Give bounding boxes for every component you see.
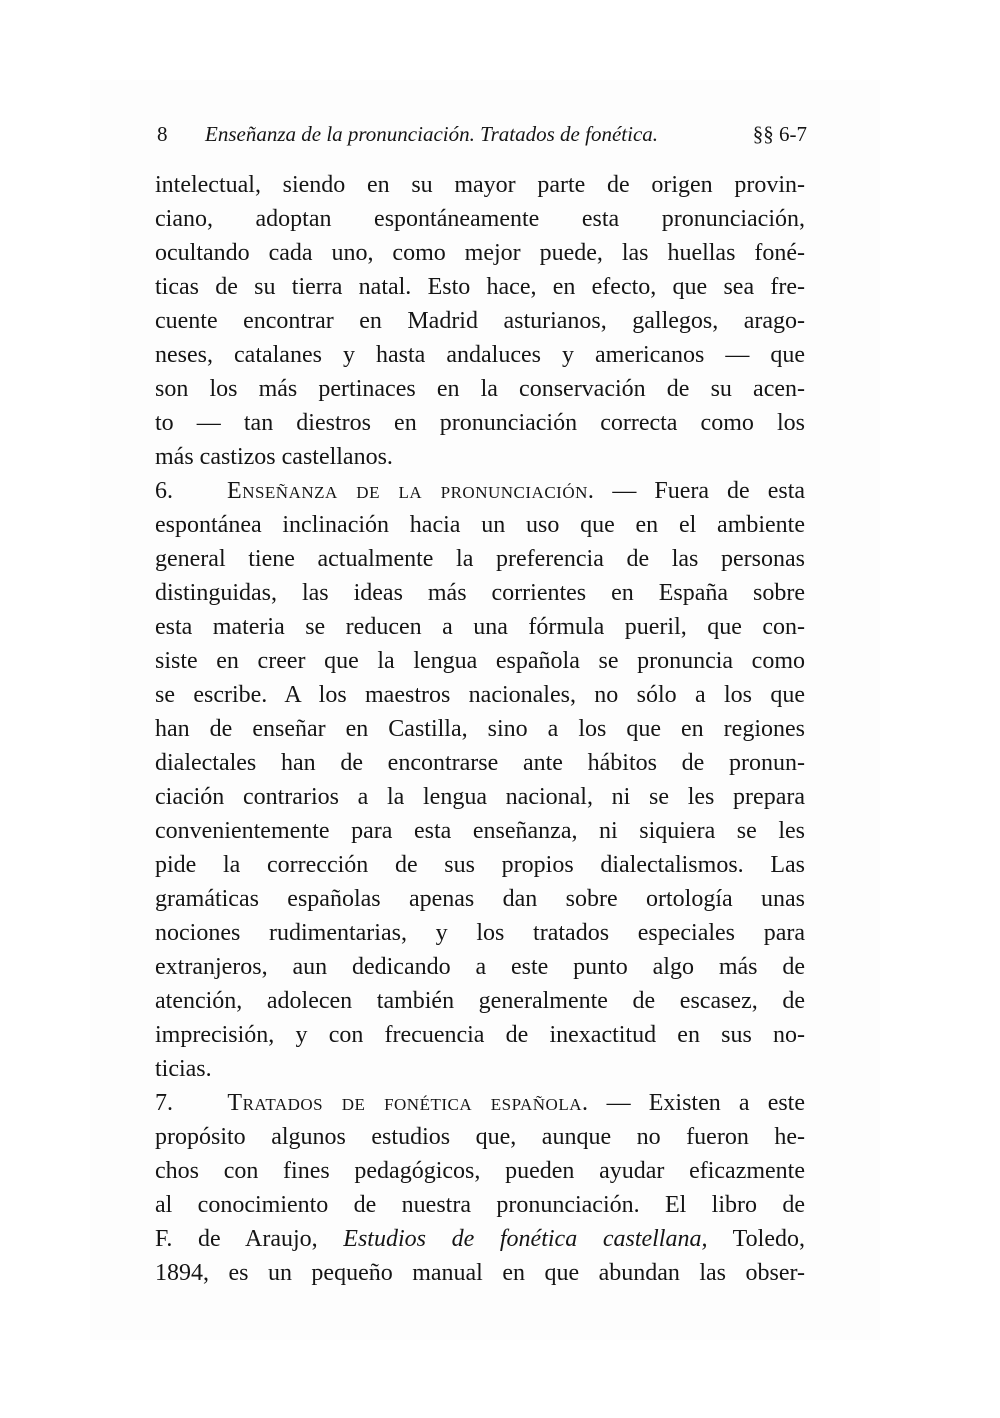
running-title: Enseñanza de la pronunciación. Tratados de fonética. xyxy=(205,121,659,146)
section-heading-line xyxy=(155,474,805,508)
section-7 xyxy=(155,1086,805,1290)
text-line: chos con fines pedagógicos, pueden ayudar eficazmente xyxy=(155,1158,805,1184)
text-run: — Existen a este xyxy=(606,1090,805,1116)
text-line: espontánea inclinación hacia un uso que en el ambiente xyxy=(155,512,805,538)
text-line: gramáticas españolas apenas dan sobre ortología unas xyxy=(155,886,805,912)
text-line: intelectual, siendo en su mayor parte de origen provin- xyxy=(155,172,805,198)
text-line: atención, adolecen también generalmente de escasez, de xyxy=(155,988,805,1014)
section-heading-line xyxy=(155,1086,805,1120)
text-line: ocultando cada uno, como mejor puede, las huellas foné- xyxy=(155,240,805,266)
text-line: pide la corrección de sus propios dialectalismos. Las xyxy=(155,852,805,878)
text-line: cuente encontrar en Madrid asturianos, gallegos, arago- xyxy=(155,308,805,334)
text-run: Toledo, xyxy=(707,1226,805,1252)
text-line: ciano, adoptan espontáneamente esta pronunciación, xyxy=(155,206,805,232)
text-line: propósito algunos estudios que, aunque no fueron he- xyxy=(155,1124,805,1150)
text-line: distinguidas, las ideas más corrientes en España sobre xyxy=(155,580,805,606)
text-line: dialectales han de encontrarse ante hábitos de pronun- xyxy=(155,750,805,776)
text-line: extranjeros, aun dedicando a este punto algo más de xyxy=(155,954,805,980)
section-number: 7. xyxy=(155,1090,173,1116)
running-header xyxy=(157,118,807,150)
text-line: al conocimiento de nuestra pronunciación. El libro de xyxy=(155,1192,805,1218)
text-run: — Fuera de esta xyxy=(612,478,806,504)
book-title: Estudios de fonética castellana, xyxy=(343,1226,708,1252)
text-line: se escribe. A los maestros nacionales, no sólo a los que xyxy=(155,682,805,708)
page-body xyxy=(155,168,805,1290)
text-line: ticas de su tierra natal. Esto hace, en efecto, que sea fre- xyxy=(155,274,805,300)
citation-line xyxy=(155,1222,805,1256)
text-line: imprecisión, y con frecuencia de inexactitud en sus no- xyxy=(155,1022,805,1048)
text-line: to — tan diestros en pronunciación correcta como los xyxy=(155,410,805,436)
text-line: neses, catalanes y hasta andaluces y americanos — que xyxy=(155,342,805,368)
section-heading: Tratados de fonética española. xyxy=(227,1090,589,1116)
text-line: más castizos castellanos. xyxy=(155,444,393,470)
paragraph-continued xyxy=(155,168,805,474)
text-line: 1894, es un pequeño manual en que abundan las obser- xyxy=(155,1260,805,1286)
text-line: general tiene actualmente la preferencia de las personas xyxy=(155,546,805,572)
text-run: F. de Araujo, xyxy=(155,1226,344,1252)
text-line: convenientemente para esta enseñanza, ni siquiera se les xyxy=(155,818,805,844)
section-6 xyxy=(155,474,805,1086)
section-heading: Enseñanza de la pronunciación. xyxy=(227,478,595,504)
text-line: nociones rudimentarias, y los tratados especiales para xyxy=(155,920,805,946)
text-line: ciación contrarios a la lengua nacional, ni se les prepara xyxy=(155,784,805,810)
page-number: 8 xyxy=(157,121,168,146)
text-line: siste en creer que la lengua española se pronuncia como xyxy=(155,648,805,674)
text-line: han de enseñar en Castilla, sino a los que en regiones xyxy=(155,716,805,742)
text-line: son los más pertinaces en la conservación de su acen- xyxy=(155,376,805,402)
text-line: esta materia se reducen a una fórmula pueril, que con- xyxy=(155,614,805,640)
section-range: §§ 6-7 xyxy=(752,121,807,146)
section-number: 6. xyxy=(155,478,173,504)
text-line: ticias. xyxy=(155,1056,212,1082)
